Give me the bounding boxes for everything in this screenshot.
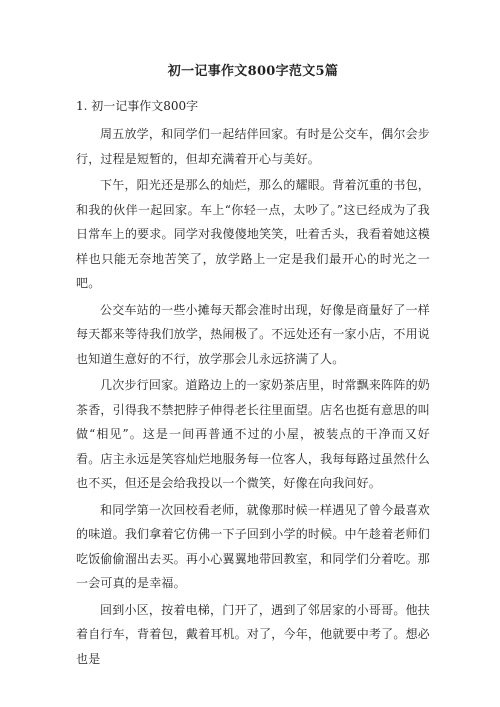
paragraph-2: 下午，阳光还是那么的灿烂，那么的耀眼。背着沉重的书包，和我的伙伴一起回家。车上“你轻一点，太吵了。”这已经成为了我日常车上的要求。同学对我傻傻地笑笑，吐着舌头，我看着她这模样也只能无奈地苦笑了，放学路上一定是我们最开心的时光之一吧。 [76,178,430,290]
paragraph-5: 和同学第一次回校看老师，就像那时候一样遇见了曾今最喜欢的味道。我们拿着它仿佛一下子回到小学的时候。中午趁着老师们吃饭偷偷溜出去买。再小心翼翼地带回教室，和同学们分着吃。那一会可真的是幸福。 [76,502,430,590]
paragraph-1: 周五放学，和同学们一起结伴回家。有时是公交车，偶尔会步行，过程是短暂的，但却充满着开心与美好。 [76,127,430,166]
paragraph-4: 几次步行回家。道路边上的一家奶茶店里，时常飘来阵阵的奶茶香，引得我不禁把脖子伸得老长往里面望。店名也挺有意思的叫做“相见”。这是一间再普通不过的小屋，被装点的干净而又好看。店主永远是笑容灿烂地服务每一位客人，我每每路过虽然什么也不买，但还是会给我投以一个微笑，好像在向我问好。 [76,378,430,490]
paragraph-6: 回到小区，按着电梯，门开了，遇到了邻居家的小哥哥。他扶着自行车，背着包，戴着耳机。对了，今年，他就要中考了。想必也是 [76,602,430,666]
document-title: 初一记事作文800字范文5篇 [167,64,339,79]
section-heading: 1. 初一记事作文800字 [76,99,199,113]
paragraph-3: 公交车站的一些小摊每天都会准时出现，好像是商量好了一样每天都来等待我们放学，热闹极了。不远处还有一家小店，不用说也知道生意好的不行，放学那会儿永远挤满了人。 [76,302,430,366]
